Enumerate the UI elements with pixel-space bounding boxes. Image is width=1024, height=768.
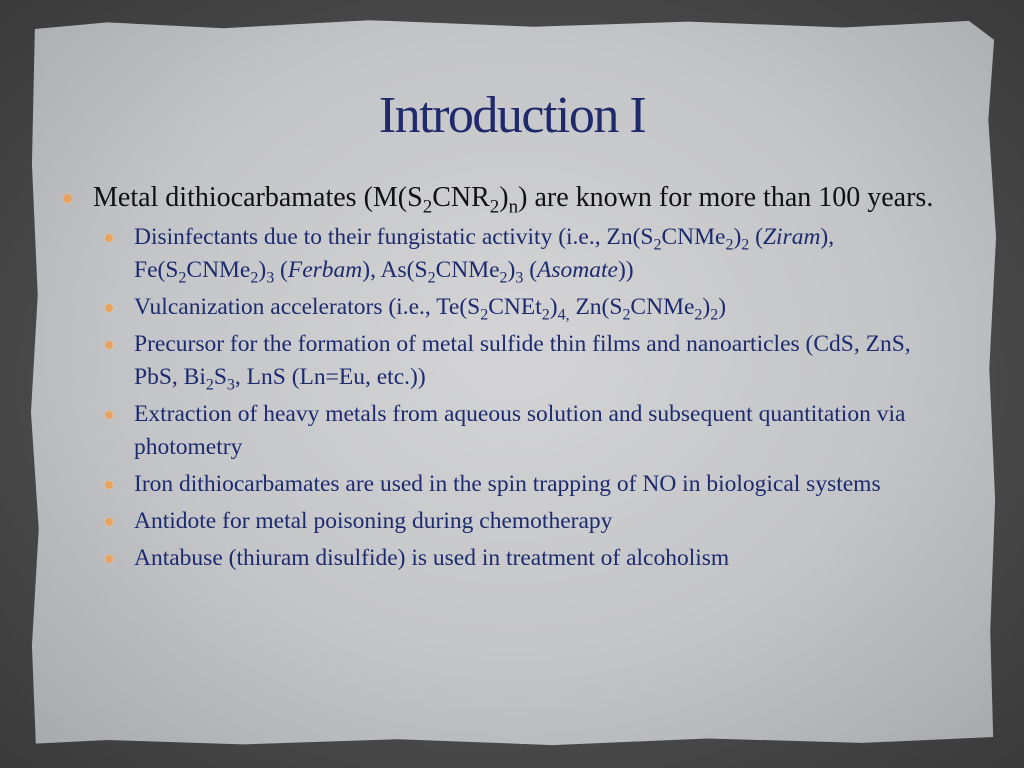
main-bullet-text bbox=[93, 182, 934, 218]
text-run: Disinfectants due to their fungistatic activity (i.e., Zn(S bbox=[134, 224, 654, 250]
text-run: Metal dithiocarbamates (M(S bbox=[93, 182, 423, 213]
bullet-list bbox=[62, 178, 942, 575]
sub-bullet-item bbox=[103, 398, 942, 464]
subscript: 2 bbox=[622, 306, 631, 324]
subscript: 2 bbox=[710, 306, 719, 324]
text-run: ( bbox=[749, 224, 763, 250]
main-bullet-item bbox=[62, 178, 942, 575]
slide-body bbox=[62, 178, 942, 579]
subscript: 2 bbox=[694, 306, 703, 324]
text-run: ) are known for more than 100 years. bbox=[518, 182, 934, 213]
italic-name: Ferbam bbox=[287, 257, 363, 283]
subscript: 3 bbox=[226, 376, 235, 394]
text-run: CNEt bbox=[488, 294, 542, 320]
text-run: CNMe bbox=[435, 257, 500, 283]
text-run: , LnS (Ln=Eu, etc.)) bbox=[234, 364, 426, 390]
sub-bullet-item bbox=[103, 291, 942, 324]
bullet-dot-icon bbox=[105, 234, 113, 242]
text-run: Vulcanization accelerators (i.e., Te(S bbox=[134, 294, 481, 320]
bullet-dot-icon bbox=[105, 341, 113, 349]
text-run: )) bbox=[617, 257, 634, 283]
subscript: 3 bbox=[515, 269, 524, 287]
text-run: ) bbox=[718, 294, 727, 320]
subscript: 2 bbox=[480, 306, 489, 324]
subscript: 2 bbox=[725, 236, 734, 254]
text-run: S bbox=[213, 364, 227, 390]
subscript: 2 bbox=[178, 269, 187, 287]
sub-bullet-text: Iron dithiocarbamates are used in the spin trapping of NO in biological systems bbox=[134, 471, 881, 497]
sub-bullet-item bbox=[103, 328, 942, 394]
text-run: ) bbox=[258, 257, 267, 283]
text-run: ) bbox=[499, 182, 509, 213]
sub-bullet-text: Antabuse (thiuram disulfide) is used in treatment of alcoholism bbox=[134, 545, 730, 571]
slide-title: Introduction I bbox=[378, 87, 646, 144]
text-run: ), As(S bbox=[362, 257, 428, 283]
subscript: 2 bbox=[499, 269, 508, 287]
subscript: n bbox=[508, 196, 519, 218]
subscript: 2 bbox=[653, 236, 662, 254]
text-run: Zn(S bbox=[569, 294, 623, 320]
bullet-dot-icon bbox=[105, 518, 113, 526]
subscript: 2 bbox=[427, 269, 436, 287]
bullet-dot-icon bbox=[105, 555, 113, 563]
bullet-dot-icon bbox=[105, 304, 113, 312]
text-run: Precursor for the formation of metal sulfide thin films and nanoarticles (CdS, ZnS, PbS, Bi bbox=[134, 331, 911, 390]
subscript: 4, bbox=[557, 306, 570, 324]
bullet-dot-icon bbox=[63, 194, 72, 203]
text-run: CNMe bbox=[186, 257, 251, 283]
text-run: ( bbox=[274, 257, 288, 283]
sub-bullet-text bbox=[134, 294, 727, 324]
subscript: 2 bbox=[741, 236, 750, 254]
bullet-dot-icon bbox=[105, 411, 113, 419]
sub-bullet-item bbox=[103, 221, 942, 287]
sub-bullet-item bbox=[103, 505, 942, 538]
subscript: 2 bbox=[205, 376, 214, 394]
sub-bullet-item bbox=[103, 542, 942, 575]
text-run: ) bbox=[702, 294, 711, 320]
text-run: CNR bbox=[432, 182, 490, 213]
subscript: 3 bbox=[266, 269, 275, 287]
subscript: 2 bbox=[489, 196, 500, 218]
text-run: CNMe bbox=[630, 294, 695, 320]
sub-bullet-text: Antidote for metal poisoning during chemotherapy bbox=[134, 508, 613, 534]
sub-bullet-text bbox=[134, 331, 911, 394]
italic-name: Ziram bbox=[762, 224, 821, 250]
sub-bullet-list bbox=[103, 221, 942, 575]
text-run: ( bbox=[523, 257, 538, 283]
sub-bullet-item bbox=[103, 468, 942, 501]
sub-bullet-text bbox=[134, 224, 835, 287]
text-run: ), Fe(S bbox=[134, 224, 835, 283]
text-run: ) bbox=[507, 257, 516, 283]
subscript: 2 bbox=[422, 196, 433, 218]
sub-bullet-text: Extraction of heavy metals from aqueous solution and subsequent quantitation via photometry bbox=[134, 401, 906, 460]
text-run: CNMe bbox=[661, 224, 726, 250]
italic-name: Asomate bbox=[537, 257, 618, 283]
text-run: ) bbox=[549, 294, 558, 320]
subscript: 2 bbox=[541, 306, 550, 324]
subscript: 2 bbox=[250, 269, 259, 287]
bullet-dot-icon bbox=[105, 481, 113, 489]
text-run: ) bbox=[733, 224, 742, 250]
